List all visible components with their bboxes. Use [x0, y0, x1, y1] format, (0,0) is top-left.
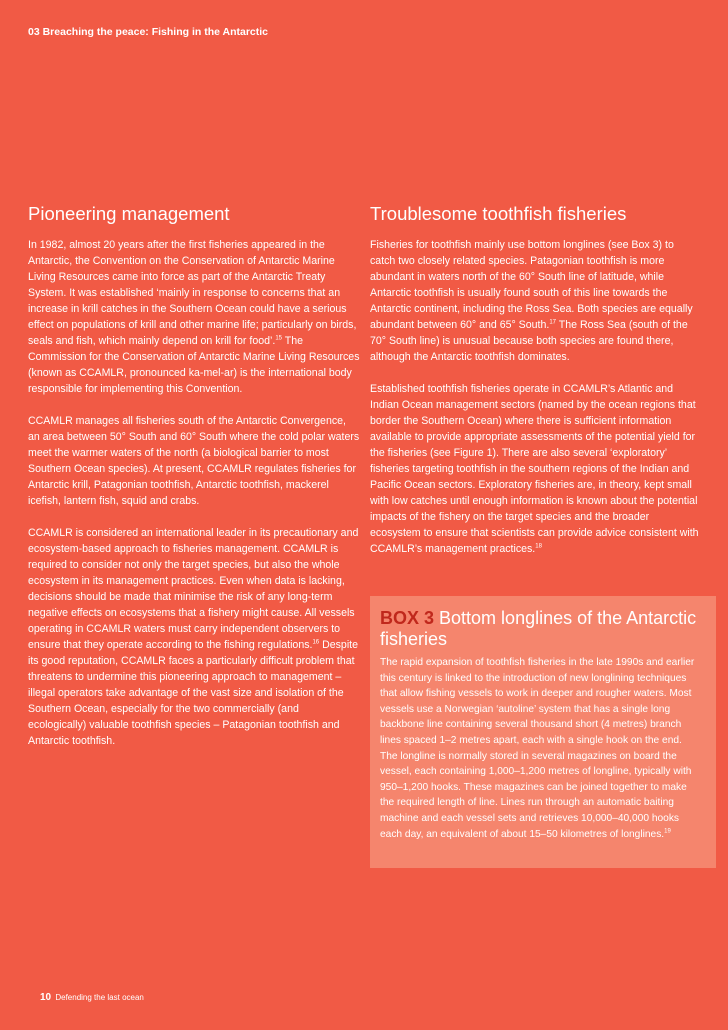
paragraph-text: The Commission for the Conservation of Antarctic Marine Living Resources (known as CCAMLR, pronounced ka-mel-ar) is the international body responsible for implementing this Convention. — [28, 335, 360, 395]
footnote-ref: 16 — [312, 639, 320, 646]
footnote-ref: 15 — [275, 335, 283, 342]
box-title-text: Bottom longlines of the Antarctic fisheries — [380, 608, 697, 649]
paragraph — [28, 237, 360, 397]
left-column — [28, 203, 360, 765]
footnote-ref: 19 — [664, 828, 671, 835]
section-heading-toothfish-fisheries: Troublesome toothfish fisheries — [370, 203, 627, 224]
page-footer — [40, 992, 144, 1003]
paragraph: CCAMLR manages all fisheries south of the Antarctic Convergence, an area between 50° South and 60° South where the cold polar waters meet the warmer waters of the north (a biological barrier to most Southern Ocean species). At present, CCAMLR regulates fisheries for Antarctic krill, Patagonian toothfish, Antarctic toothfish, mackerel icefish, lantern fish, squid and crabs. — [28, 415, 360, 507]
paragraph-text: Established toothfish fisheries operate in CCAMLR’s Atlantic and Indian Ocean management sectors (named by the ocean regions that border the Southern Ocean) where there is sufficient information available to provide appropriate assessments of the potential yield for the fisheries (see Figure 1). There are also several ‘exploratory’ fisheries targeting toothfish in the southern regions of the Indian and Pacific Ocean sectors. Exploratory fisheries are, in theory, kept small with low catches until enough information is known about the potential impacts of the fishery on the target species and the broader ecosystem to ensure that scientists can provide advice consistent with CCAMLR’s management practices. — [370, 383, 699, 555]
box-body — [380, 655, 700, 842]
running-header: 03 Breaching the peace: Fishing in the Antarctic — [28, 26, 268, 38]
paragraph-text: Fisheries for toothfish mainly use bottom longlines (see Box 3) to catch two closely related species. Patagonian toothfish is more abundant in waters north of the 60° South line of latitude, while Antarctic toothfish is usually found south of this line towards the Antarctic continent, including the Ross Sea. Both species are equally abundant between 60° and 65° South. — [370, 239, 693, 331]
sidebar-box — [370, 596, 716, 868]
paragraph — [370, 381, 702, 557]
paragraph-text: Despite its good reputation, CCAMLR faces a particularly difficult problem that threatens to undermine this pioneering approach to management – illegal operators take advantage of the vast size and isolation of the Southern Ocean, especially for the two commercially (and ecologically) valuable toothfish species – Patagonian toothfish and Antarctic toothfish. — [28, 639, 359, 747]
section-heading-pioneering-management: Pioneering management — [28, 203, 230, 224]
paragraph — [370, 237, 702, 365]
paragraph-text: The Ross Sea (south of the 70° South line) is unusual because both species are found there, although the Antarctic toothfish dominates. — [370, 319, 688, 363]
page-number: 10 — [40, 992, 52, 1003]
footnote-ref: 17 — [549, 319, 556, 326]
paragraph-text: In 1982, almost 20 years after the first fisheries appeared in the Antarctic, the Convention on the Conservation of Antarctic Marine Living Resources came into force as part of the Antarctic Treaty System. It was established ‘mainly in response to concerns that an increase in krill catches in the Southern Ocean could have a serious effect on populations of krill and other marine life; particularly on birds, seals and fish, which mainly depend on krill for food’. — [28, 239, 357, 347]
paragraph-text: CCAMLR is considered an international leader in its precautionary and ecosystem-based approach to fisheries management. CCAMLR is required to consider not only the target species, but also the whole ecosystem in its management practices. Even when data is lacking, decisions should be made that minimise the risk of any long-term negative effects on ecosystems that a fishery might cause. All vessels operating in CCAMLR waters must carry independent observers to ensure that they operate according to the fishing regulations. — [28, 527, 359, 651]
box-label: BOX 3 — [380, 608, 435, 628]
paragraph — [28, 525, 360, 749]
publication-title: Defending the last ocean — [55, 993, 144, 1002]
right-column — [370, 203, 702, 573]
box-body-text: The rapid expansion of toothfish fisheries in the late 1990s and earlier this century is linked to the introduction of new longlining techniques that allow fishing vessels to work in deeper and rougher waters. Most vessels use a Norwegian ‘autoline’ system that has a single long backbone line containing several thousand short (4 metres) branch lines spaced 1–2 metres apart, each with a single hook on the end. The longline is normally stored in several magazines on board the vessel, each containing 1,000–1,200 metres of longline, typically with 950–1,200 hooks. These magazines can be joined together to make the required length of line. Lines run through an automatic baiting machine and each vessel sets and retrieves 10,000–40,000 hooks each day, an equivalent of about 15–50 kilometres of longlines. — [380, 657, 695, 840]
footnote-ref: 18 — [535, 543, 542, 550]
box-title — [380, 608, 700, 650]
